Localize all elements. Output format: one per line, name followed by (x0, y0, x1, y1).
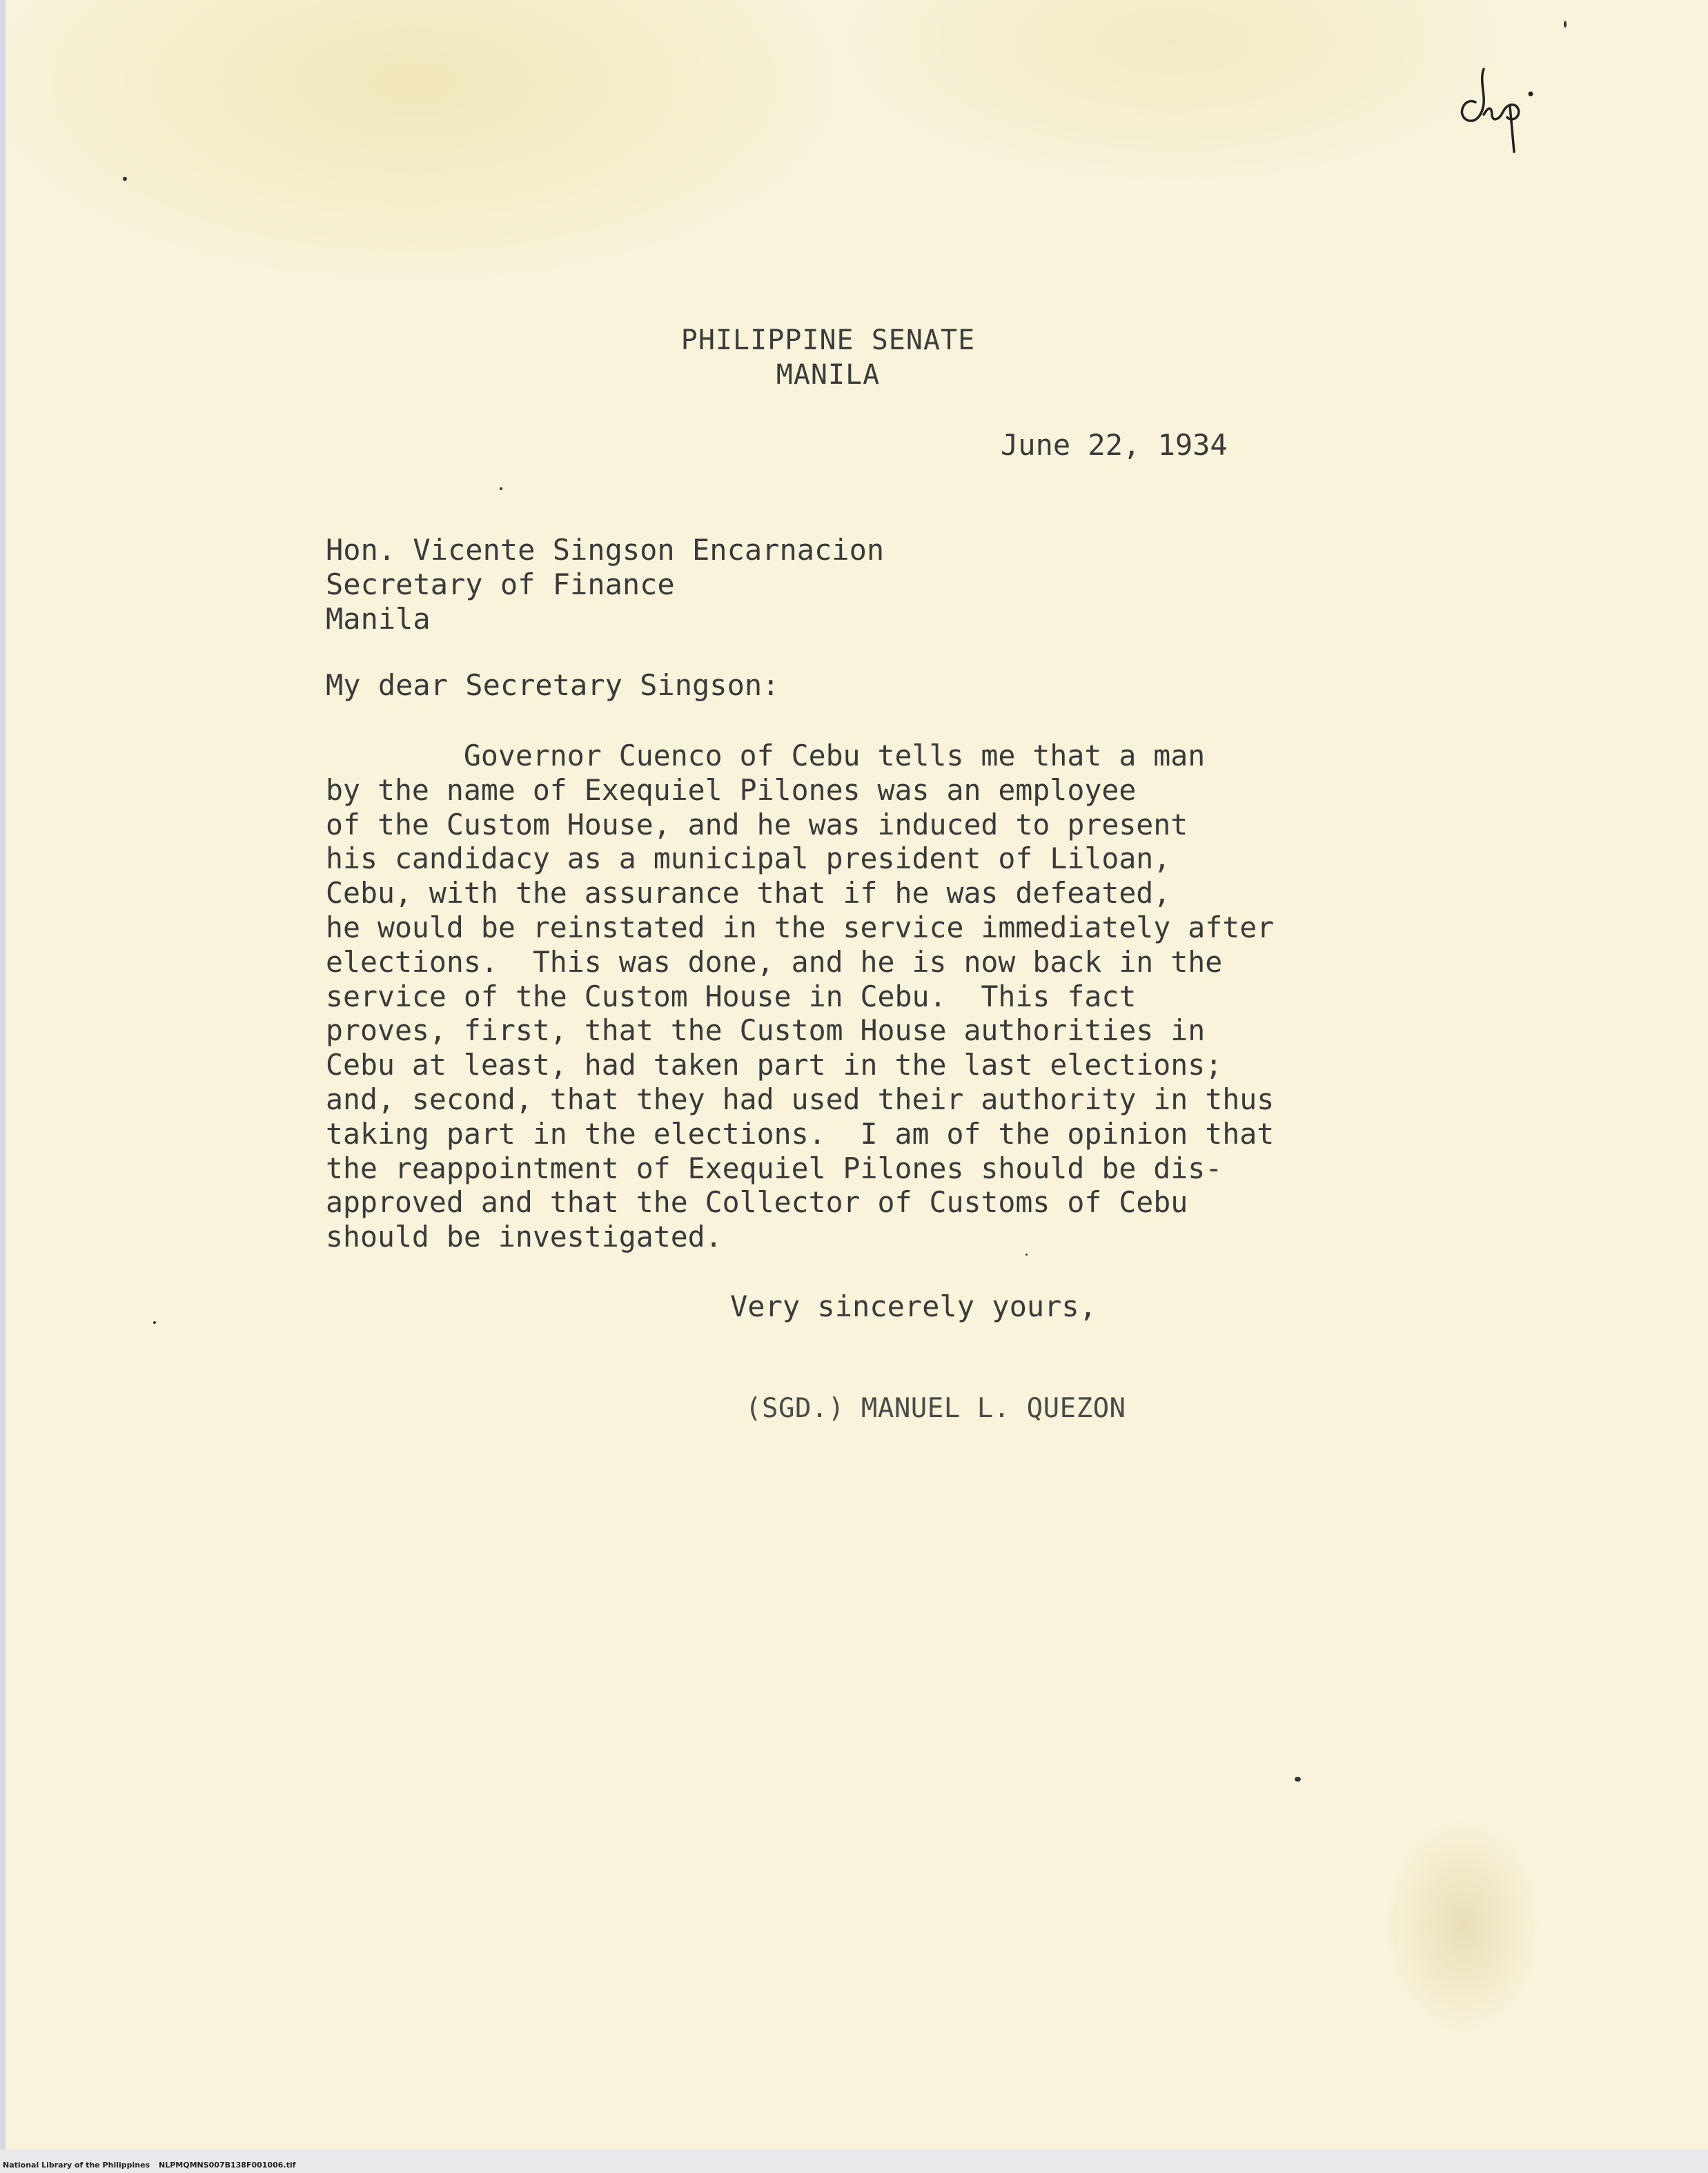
scan-edge (0, 0, 6, 2150)
scan-speck (153, 1321, 156, 1324)
body-line: approved and that the Collector of Customs of Cebu (326, 1185, 1188, 1220)
scan-speck (1295, 1777, 1301, 1782)
body-line: Cebu, with the assurance that if he was defeated, (326, 876, 1171, 910)
body-line: elections. This was done, and he is now back in the (326, 944, 1223, 979)
letter-body (326, 739, 1274, 1254)
recipient-address (326, 533, 884, 636)
scan-speck (1025, 1254, 1028, 1256)
body-line: his candidacy as a municipal president of Liloan, (326, 841, 1171, 876)
recipient-title: Secretary of Finance (326, 567, 675, 601)
body-line: should be investigated. (326, 1220, 723, 1254)
body-line: Cebu at least, had taken part in the last elections; (326, 1048, 1223, 1082)
body-line: proves, first, that the Custom House authorities in (326, 1013, 1206, 1048)
letterhead-title: PHILIPPINE SENATE (680, 324, 976, 356)
body-line: and, second, that they had used their authority in thus (326, 1082, 1275, 1116)
scan-speck (123, 177, 127, 181)
letter-date: June 22, 1934 (1001, 428, 1228, 462)
scan-speck (500, 487, 502, 490)
body-line: of the Custom House, and he was induced to present (326, 807, 1188, 841)
recipient-city: Manila (326, 602, 431, 636)
footer-source: National Library of the Philippines (3, 2161, 150, 2170)
footer-file-id: NLPMQMNS007B138F001006.tif (159, 2161, 296, 2170)
handwritten-dup-note (1449, 48, 1567, 166)
body-line: Governor Cuenco of Cebu tells me that a man (326, 739, 1206, 772)
salutation: My dear Secretary Singson: (326, 668, 780, 702)
recipient-name: Hon. Vicente Singson Encarnacion (326, 533, 885, 567)
scan-speck (1564, 21, 1567, 28)
body-line: he would be reinstated in the service immediately after (326, 910, 1275, 944)
body-line: service of the Custom House in Cebu. This fact (326, 979, 1137, 1013)
letterhead-city: MANILA (776, 359, 881, 391)
closing: Very sincerely yours, (730, 1289, 1097, 1323)
signature-line: (SGD.) MANUEL L. QUEZON (745, 1393, 1126, 1424)
body-line: the reappointment of Exequiel Pilones should be dis- (326, 1151, 1223, 1185)
body-line: by the name of Exequiel Pilones was an employee (326, 772, 1137, 807)
body-line: taking part in the elections. I am of the opinion that (326, 1116, 1275, 1151)
